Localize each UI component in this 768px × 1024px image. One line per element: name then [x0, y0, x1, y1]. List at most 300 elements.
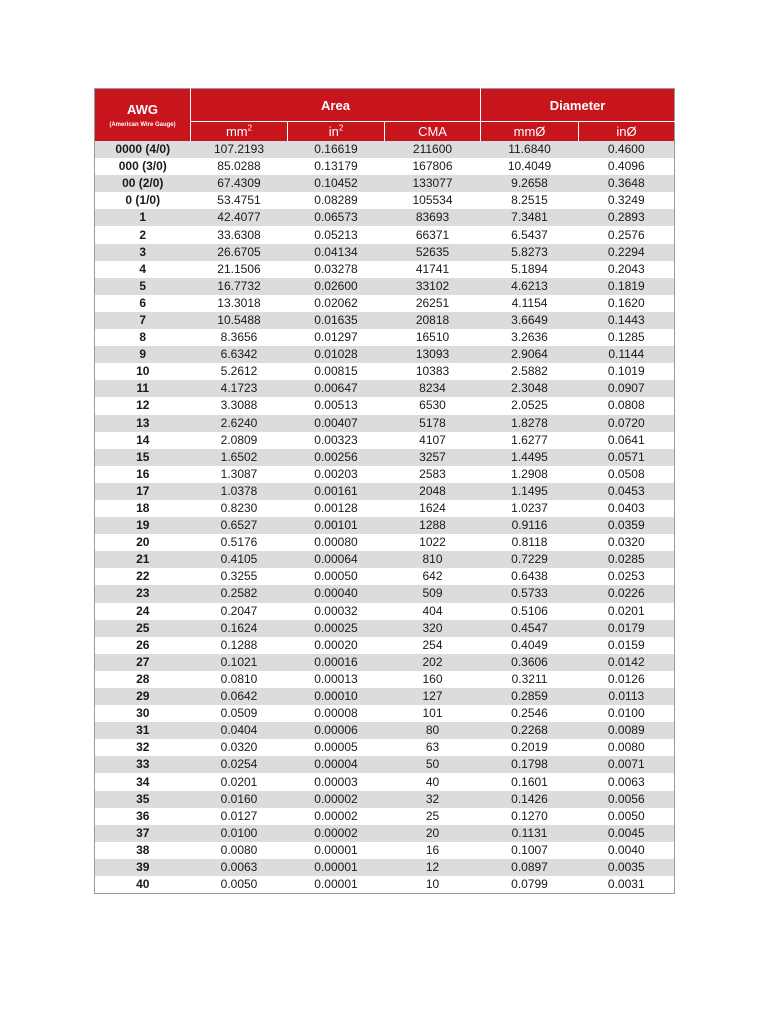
- area-cma-cell: 105534: [385, 192, 481, 209]
- area-cma-cell: 1288: [385, 517, 481, 534]
- diameter-in-cell: 0.0035: [579, 859, 675, 876]
- awg-cell: 34: [95, 773, 191, 790]
- table-row: [95, 175, 675, 192]
- area-in2-cell: 0.00013: [288, 671, 385, 688]
- table-row: [95, 209, 675, 226]
- area-cma-cell: 127: [385, 688, 481, 705]
- area-in2-cell: 0.00080: [288, 534, 385, 551]
- area-mm2-cell: 0.0100: [191, 825, 288, 842]
- diameter-in-cell: 0.0253: [579, 568, 675, 585]
- diameter-in-cell: 0.0359: [579, 517, 675, 534]
- awg-cell: 32: [95, 739, 191, 756]
- area-mm2-cell: 13.3018: [191, 295, 288, 312]
- in2-unit-sup: 2: [338, 123, 344, 133]
- area-mm2-cell: 0.6527: [191, 517, 288, 534]
- table-row: [95, 739, 675, 756]
- awg-cell: 40: [95, 876, 191, 894]
- diameter-in-cell: 0.0100: [579, 705, 675, 722]
- awg-cell: 14: [95, 432, 191, 449]
- area-in2-cell: 0.00002: [288, 808, 385, 825]
- diameter-in-cell: 0.2893: [579, 209, 675, 226]
- diameter-mm-cell: 0.1798: [481, 756, 579, 773]
- diameter-mm-cell: 9.2658: [481, 175, 579, 192]
- table-row: [95, 842, 675, 859]
- area-mm2-cell: 5.2612: [191, 363, 288, 380]
- area-cma-cell: 5178: [385, 415, 481, 432]
- mm2-unit-base: mm: [225, 124, 248, 139]
- diameter-in-cell: 0.0126: [579, 671, 675, 688]
- table-row: [95, 756, 675, 773]
- area-mm2-cell: 0.4105: [191, 551, 288, 568]
- diameter-mm-cell: 0.0799: [481, 876, 579, 894]
- area-cma-cell: 2583: [385, 466, 481, 483]
- diameter-in-cell: 0.0040: [579, 842, 675, 859]
- awg-cell: 19: [95, 517, 191, 534]
- table-row: [95, 363, 675, 380]
- awg-cell: 17: [95, 483, 191, 500]
- diameter-mm-cell: 1.8278: [481, 415, 579, 432]
- diameter-mm-cell: 0.1426: [481, 791, 579, 808]
- area-cma-cell: 10: [385, 876, 481, 894]
- diameter-mm-cell: 0.7229: [481, 551, 579, 568]
- diameter-mm-cell: 2.9064: [481, 346, 579, 363]
- table-row: [95, 346, 675, 363]
- awg-cell: 10: [95, 363, 191, 380]
- area-mm2-cell: 0.0201: [191, 773, 288, 790]
- awg-cell: 30: [95, 705, 191, 722]
- area-in2-cell: 0.08289: [288, 192, 385, 209]
- table-row: [95, 551, 675, 568]
- area-cma-cell: 404: [385, 603, 481, 620]
- diameter-in-cell: 0.0641: [579, 432, 675, 449]
- area-cma-cell: 33102: [385, 278, 481, 295]
- diameter-mm-cell: 0.4049: [481, 637, 579, 654]
- table-row: [95, 397, 675, 414]
- area-in2-cell: 0.16619: [288, 141, 385, 158]
- diameter-mm-cell: 5.8273: [481, 244, 579, 261]
- table-row: [95, 534, 675, 551]
- area-mm2-cell: 0.0404: [191, 722, 288, 739]
- diameter-mm-cell: 1.6277: [481, 432, 579, 449]
- diameter-mm-cell: 7.3481: [481, 209, 579, 226]
- area-in2-cell: 0.01028: [288, 346, 385, 363]
- diameter-in-cell: 0.0089: [579, 722, 675, 739]
- awg-cell: 3: [95, 244, 191, 261]
- diameter-in-cell: 0.2294: [579, 244, 675, 261]
- table-row: [95, 380, 675, 397]
- area-mm2-cell: 107.2193: [191, 141, 288, 158]
- area-cma-cell: 83693: [385, 209, 481, 226]
- area-cma-cell: 40: [385, 773, 481, 790]
- area-mm2-cell: 1.0378: [191, 483, 288, 500]
- diameter-in-cell: 0.0808: [579, 397, 675, 414]
- area-in2-cell: 0.00101: [288, 517, 385, 534]
- area-in2-cell: 0.00001: [288, 876, 385, 894]
- area-mm2-cell: 4.1723: [191, 380, 288, 397]
- area-mm2-cell: 0.0050: [191, 876, 288, 894]
- area-mm2-cell: 0.0063: [191, 859, 288, 876]
- table-row: [95, 603, 675, 620]
- diameter-in-cell: 0.0031: [579, 876, 675, 894]
- table-row: [95, 859, 675, 876]
- area-mm2-cell: 0.1624: [191, 620, 288, 637]
- area-cma-cell: 26251: [385, 295, 481, 312]
- diameter-group-header: Diameter: [481, 89, 675, 122]
- area-in2-cell: 0.00513: [288, 397, 385, 414]
- table-row: [95, 620, 675, 637]
- diameter-in-cell: 0.0159: [579, 637, 675, 654]
- area-cma-cell: 509: [385, 585, 481, 602]
- diameter-mm-cell: 0.2859: [481, 688, 579, 705]
- diameter-in-cell: 0.0113: [579, 688, 675, 705]
- area-in2-cell: 0.01635: [288, 312, 385, 329]
- area-in2-cell: 0.00323: [288, 432, 385, 449]
- area-cma-cell: 167806: [385, 158, 481, 175]
- wire-gauge-table: [94, 88, 675, 894]
- area-cma-cell: 202: [385, 654, 481, 671]
- awg-cell: 21: [95, 551, 191, 568]
- area-cma-cell: 32: [385, 791, 481, 808]
- awg-cell: 29: [95, 688, 191, 705]
- diameter-mm-cell: 0.6438: [481, 568, 579, 585]
- table-row: [95, 705, 675, 722]
- area-cma-cell: 4107: [385, 432, 481, 449]
- area-mm2-cell: 2.0809: [191, 432, 288, 449]
- area-cma-cell: 211600: [385, 141, 481, 158]
- area-cma-cell: 320: [385, 620, 481, 637]
- area-in2-cell: 0.00647: [288, 380, 385, 397]
- awg-cell: 000 (3/0): [95, 158, 191, 175]
- awg-cell: 8: [95, 329, 191, 346]
- table-row: [95, 226, 675, 243]
- area-in2-cell: 0.00004: [288, 756, 385, 773]
- area-cma-cell: 6530: [385, 397, 481, 414]
- area-mm2-cell: 0.8230: [191, 500, 288, 517]
- awg-header-subtitle: (American Wire Gauge): [109, 122, 176, 128]
- area-mm2-cell: 85.0288: [191, 158, 288, 175]
- area-cma-cell: 160: [385, 671, 481, 688]
- area-mm2-cell: 0.5176: [191, 534, 288, 551]
- header-group-row: [95, 89, 675, 122]
- area-in2-cell: 0.00040: [288, 585, 385, 602]
- diameter-in-cell: 0.0063: [579, 773, 675, 790]
- area-cma-cell: 80: [385, 722, 481, 739]
- diameter-mm-cell: 1.1495: [481, 483, 579, 500]
- diameter-mm-cell: 0.0897: [481, 859, 579, 876]
- diameter-mm-cell: 0.2268: [481, 722, 579, 739]
- diameter-in-cell: 0.3249: [579, 192, 675, 209]
- area-cma-cell: 810: [385, 551, 481, 568]
- area-in2-cell: 0.00128: [288, 500, 385, 517]
- diameter-in-cell: 0.0907: [579, 380, 675, 397]
- diameter-mm-cell: 0.3211: [481, 671, 579, 688]
- area-mm2-cell: 0.1288: [191, 637, 288, 654]
- table-row: [95, 466, 675, 483]
- diameter-mm-cell: 3.6649: [481, 312, 579, 329]
- area-in2-cell: 0.00001: [288, 842, 385, 859]
- diameter-mm-cell: 1.2908: [481, 466, 579, 483]
- area-cma-cell: 20818: [385, 312, 481, 329]
- area-group-header: Area: [191, 89, 481, 122]
- area-in2-cell: 0.00064: [288, 551, 385, 568]
- diameter-mm-cell: 0.3606: [481, 654, 579, 671]
- awg-cell: 18: [95, 500, 191, 517]
- diameter-mm-cell: 4.1154: [481, 295, 579, 312]
- table-row: [95, 432, 675, 449]
- table-row: [95, 158, 675, 175]
- area-mm2-cell: 0.3255: [191, 568, 288, 585]
- area-cma-cell: 2048: [385, 483, 481, 500]
- area-cma-cell: 41741: [385, 261, 481, 278]
- area-cma-cell: 12: [385, 859, 481, 876]
- area-cma-cell: 8234: [385, 380, 481, 397]
- area-mm2-cell: 21.1506: [191, 261, 288, 278]
- table-row: [95, 791, 675, 808]
- area-cma-cell: 52635: [385, 244, 481, 261]
- table-row: [95, 278, 675, 295]
- area-cma-cell: 13093: [385, 346, 481, 363]
- area-in2-cell: 0.00001: [288, 859, 385, 876]
- area-cma-cell: 1624: [385, 500, 481, 517]
- area-cma-cell: 16510: [385, 329, 481, 346]
- diameter-in-cell: 0.1819: [579, 278, 675, 295]
- area-mm2-cell: 8.3656: [191, 329, 288, 346]
- awg-cell: 27: [95, 654, 191, 671]
- area-in2-cell: 0.05213: [288, 226, 385, 243]
- area-cma-cell: 20: [385, 825, 481, 842]
- diameter-mm-cell: 0.8118: [481, 534, 579, 551]
- table-row: [95, 722, 675, 739]
- diameter-mm-cell: 0.9116: [481, 517, 579, 534]
- diameter-mm-cell: 8.2515: [481, 192, 579, 209]
- area-cma-cell: 25: [385, 808, 481, 825]
- diameter-in-cell: 0.1443: [579, 312, 675, 329]
- area-in2-cell: 0.00161: [288, 483, 385, 500]
- awg-cell: 25: [95, 620, 191, 637]
- table-row: [95, 312, 675, 329]
- table-row: [95, 688, 675, 705]
- table-row: [95, 585, 675, 602]
- diameter-in-cell: 0.0226: [579, 585, 675, 602]
- area-in2-cell: 0.00256: [288, 449, 385, 466]
- area-mm2-cell: 0.0810: [191, 671, 288, 688]
- diameter-mm-cell: 1.0237: [481, 500, 579, 517]
- area-mm2-cell: 53.4751: [191, 192, 288, 209]
- area-mm2-cell: 0.2582: [191, 585, 288, 602]
- diameter-in-cell: 0.0285: [579, 551, 675, 568]
- diameter-in-cell: 0.1019: [579, 363, 675, 380]
- awg-cell: 11: [95, 380, 191, 397]
- area-in2-cell: 0.00020: [288, 637, 385, 654]
- awg-cell: 0 (1/0): [95, 192, 191, 209]
- awg-cell: 0000 (4/0): [95, 141, 191, 158]
- diameter-mm-cell: 0.4547: [481, 620, 579, 637]
- diameter-in-cell: 0.4600: [579, 141, 675, 158]
- awg-cell: 00 (2/0): [95, 175, 191, 192]
- diameter-in-cell: 0.0056: [579, 791, 675, 808]
- diameter-in-cell: 0.1144: [579, 346, 675, 363]
- area-cma-cell: 16: [385, 842, 481, 859]
- area-in2-cell: 0.03278: [288, 261, 385, 278]
- awg-cell: 26: [95, 637, 191, 654]
- area-in2-cell: 0.00005: [288, 739, 385, 756]
- awg-cell: 28: [95, 671, 191, 688]
- area-in2-cell: 0.10452: [288, 175, 385, 192]
- area-mm2-cell: 67.4309: [191, 175, 288, 192]
- diameter-in-cell: 0.0179: [579, 620, 675, 637]
- table-row: [95, 192, 675, 209]
- awg-cell: 24: [95, 603, 191, 620]
- mm2-unit-sup: 2: [247, 123, 253, 133]
- table-row: [95, 500, 675, 517]
- awg-cell: 36: [95, 808, 191, 825]
- diameter-in-cell: 0.0071: [579, 756, 675, 773]
- diameter-mm-cell: 5.1894: [481, 261, 579, 278]
- area-cma-cell: 101: [385, 705, 481, 722]
- area-cma-cell: 133077: [385, 175, 481, 192]
- diameter-mm-cell: 0.2019: [481, 739, 579, 756]
- area-mm2-cell: 2.6240: [191, 415, 288, 432]
- area-in2-cell: 0.00203: [288, 466, 385, 483]
- awg-header-title: AWG: [126, 102, 159, 117]
- area-cma-cell: 254: [385, 637, 481, 654]
- area-mm2-cell: 16.7732: [191, 278, 288, 295]
- area-mm2-cell: 0.0509: [191, 705, 288, 722]
- diameter-mm-cell: 0.1601: [481, 773, 579, 790]
- area-mm2-cell: 0.2047: [191, 603, 288, 620]
- diameter-in-cell: 0.0320: [579, 534, 675, 551]
- area-mm2-cell: 42.4077: [191, 209, 288, 226]
- area-mm2-cell: 1.3087: [191, 466, 288, 483]
- awg-cell: 35: [95, 791, 191, 808]
- area-mm2-cell: 10.5488: [191, 312, 288, 329]
- area-mm2-cell: 0.0080: [191, 842, 288, 859]
- diameter-in-cell: 0.0045: [579, 825, 675, 842]
- area-in2-cell: 0.00016: [288, 654, 385, 671]
- area-cma-cell: 1022: [385, 534, 481, 551]
- area-cma-cell: 50: [385, 756, 481, 773]
- awg-cell: 15: [95, 449, 191, 466]
- area-mm2-cell: 6.6342: [191, 346, 288, 363]
- diameter-mm-cell: 0.1270: [481, 808, 579, 825]
- awg-cell: 23: [95, 585, 191, 602]
- area-in2-cell: 0.00032: [288, 603, 385, 620]
- area-in2-cell: 0.06573: [288, 209, 385, 226]
- area-in2-cell: 0.00002: [288, 791, 385, 808]
- area-in2-cell: 0.13179: [288, 158, 385, 175]
- diameter-in-cell: 0.0403: [579, 500, 675, 517]
- area-cma-cell: 642: [385, 568, 481, 585]
- awg-cell: 4: [95, 261, 191, 278]
- diameter-mm-cell: 3.2636: [481, 329, 579, 346]
- table-row: [95, 808, 675, 825]
- awg-cell: 33: [95, 756, 191, 773]
- table-row: [95, 654, 675, 671]
- diameter-mm-cell: 10.4049: [481, 158, 579, 175]
- area-in2-cell: 0.00006: [288, 722, 385, 739]
- diameter-mm-cell: 0.5106: [481, 603, 579, 620]
- diameter-in-cell: 0.1285: [579, 329, 675, 346]
- diameter-in-cell: 0.0508: [579, 466, 675, 483]
- table-row: [95, 141, 675, 158]
- awg-cell: 12: [95, 397, 191, 414]
- diameter-mm-cell: 11.6840: [481, 141, 579, 158]
- area-mm2-cell: 1.6502: [191, 449, 288, 466]
- table-row: [95, 825, 675, 842]
- area-cma-cell: 66371: [385, 226, 481, 243]
- in2-unit-header: [288, 122, 385, 142]
- diameter-mm-cell: 6.5437: [481, 226, 579, 243]
- table-row: [95, 773, 675, 790]
- area-mm2-cell: 3.3088: [191, 397, 288, 414]
- area-mm2-cell: 0.0127: [191, 808, 288, 825]
- awg-cell: 22: [95, 568, 191, 585]
- area-mm2-cell: 0.1021: [191, 654, 288, 671]
- area-in2-cell: 0.00050: [288, 568, 385, 585]
- area-in2-cell: 0.01297: [288, 329, 385, 346]
- awg-cell: 1: [95, 209, 191, 226]
- awg-cell: 39: [95, 859, 191, 876]
- diameter-mm-cell: 0.5733: [481, 585, 579, 602]
- area-cma-cell: 63: [385, 739, 481, 756]
- table-row: [95, 483, 675, 500]
- awg-cell: 20: [95, 534, 191, 551]
- diameter-in-cell: 0.0453: [579, 483, 675, 500]
- table-row: [95, 261, 675, 278]
- diameter-in-cell: 0.0050: [579, 808, 675, 825]
- table-row: [95, 568, 675, 585]
- area-mm2-cell: 26.6705: [191, 244, 288, 261]
- area-cma-cell: 10383: [385, 363, 481, 380]
- diameter-in-cell: 0.0201: [579, 603, 675, 620]
- diameter-mm-cell: 2.3048: [481, 380, 579, 397]
- area-in2-cell: 0.00002: [288, 825, 385, 842]
- diameter-mm-cell: 2.0525: [481, 397, 579, 414]
- diameter-mm-cell: 4.6213: [481, 278, 579, 295]
- in-diameter-unit-header: inØ: [579, 122, 675, 142]
- area-in2-cell: 0.00008: [288, 705, 385, 722]
- table-row: [95, 671, 675, 688]
- awg-cell: 5: [95, 278, 191, 295]
- awg-cell: 6: [95, 295, 191, 312]
- table-header: [95, 89, 675, 142]
- diameter-mm-cell: 1.4495: [481, 449, 579, 466]
- area-in2-cell: 0.02062: [288, 295, 385, 312]
- diameter-in-cell: 0.0142: [579, 654, 675, 671]
- area-in2-cell: 0.00407: [288, 415, 385, 432]
- awg-cell: 2: [95, 226, 191, 243]
- table-row: [95, 329, 675, 346]
- area-mm2-cell: 0.0160: [191, 791, 288, 808]
- diameter-in-cell: 0.0080: [579, 739, 675, 756]
- diameter-in-cell: 0.1620: [579, 295, 675, 312]
- diameter-mm-cell: 2.5882: [481, 363, 579, 380]
- table-row: [95, 517, 675, 534]
- area-in2-cell: 0.02600: [288, 278, 385, 295]
- table-body: [95, 141, 675, 894]
- awg-column-header: [95, 89, 191, 142]
- area-in2-cell: 0.04134: [288, 244, 385, 261]
- diameter-in-cell: 0.2043: [579, 261, 675, 278]
- area-in2-cell: 0.00025: [288, 620, 385, 637]
- area-mm2-cell: 0.0254: [191, 756, 288, 773]
- awg-cell: 38: [95, 842, 191, 859]
- cma-unit-header: CMA: [385, 122, 481, 142]
- awg-cell: 37: [95, 825, 191, 842]
- area-cma-cell: 3257: [385, 449, 481, 466]
- diameter-mm-cell: 0.1007: [481, 842, 579, 859]
- diameter-in-cell: 0.4096: [579, 158, 675, 175]
